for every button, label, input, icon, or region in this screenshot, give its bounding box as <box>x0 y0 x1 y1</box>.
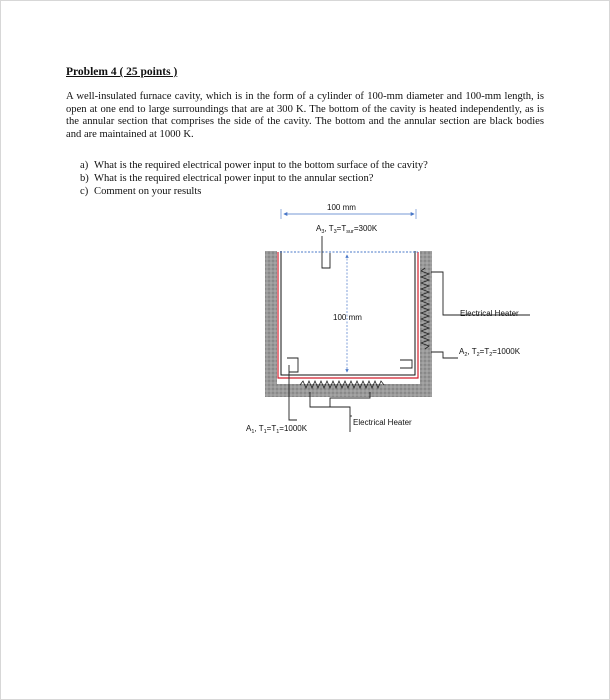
problem-statement: A well-insulated furnace cavity, which is in the form of a cylinder of 100-mm diameter and 100-mm length, is open at one end to large surroundings that are at 300 K. The bottom of the cavity is heated independently, as is the annular section that comprises the side of the cavity. The bottom and the annular section are black bodies and are maintained at 1000 K. <box>66 91 544 140</box>
question-text: What is the required electrical power input to the annular section? <box>94 172 374 184</box>
surface1-label: $A_1$, $T_1=T_1=1000K$ <box>246 424 308 435</box>
insulation-left-wall <box>265 251 277 390</box>
question-letter: b) <box>80 172 89 184</box>
question-text: Comment on your results <box>94 185 202 197</box>
surface2-leader <box>431 352 458 358</box>
question-letter: c) <box>80 185 89 197</box>
problem-title: Problem 4 ( 25 points ) <box>66 66 178 78</box>
bottom-heater-label: Electrical Heater <box>353 418 412 427</box>
question-text: What is the required electrical power input to the bottom surface of the cavity? <box>94 160 428 171</box>
question-letter: a) <box>80 160 89 171</box>
surface2-label: $A_2$, $T_2=T_2=1000K$ <box>459 347 521 358</box>
surface3-label: $A_3$, $T_3=T_{sur}=300K$ <box>316 224 378 235</box>
side-heater-label: Electrical Heater <box>460 309 519 318</box>
length-label: 100 mm <box>333 313 362 322</box>
diameter-label: 100 mm <box>327 203 356 212</box>
